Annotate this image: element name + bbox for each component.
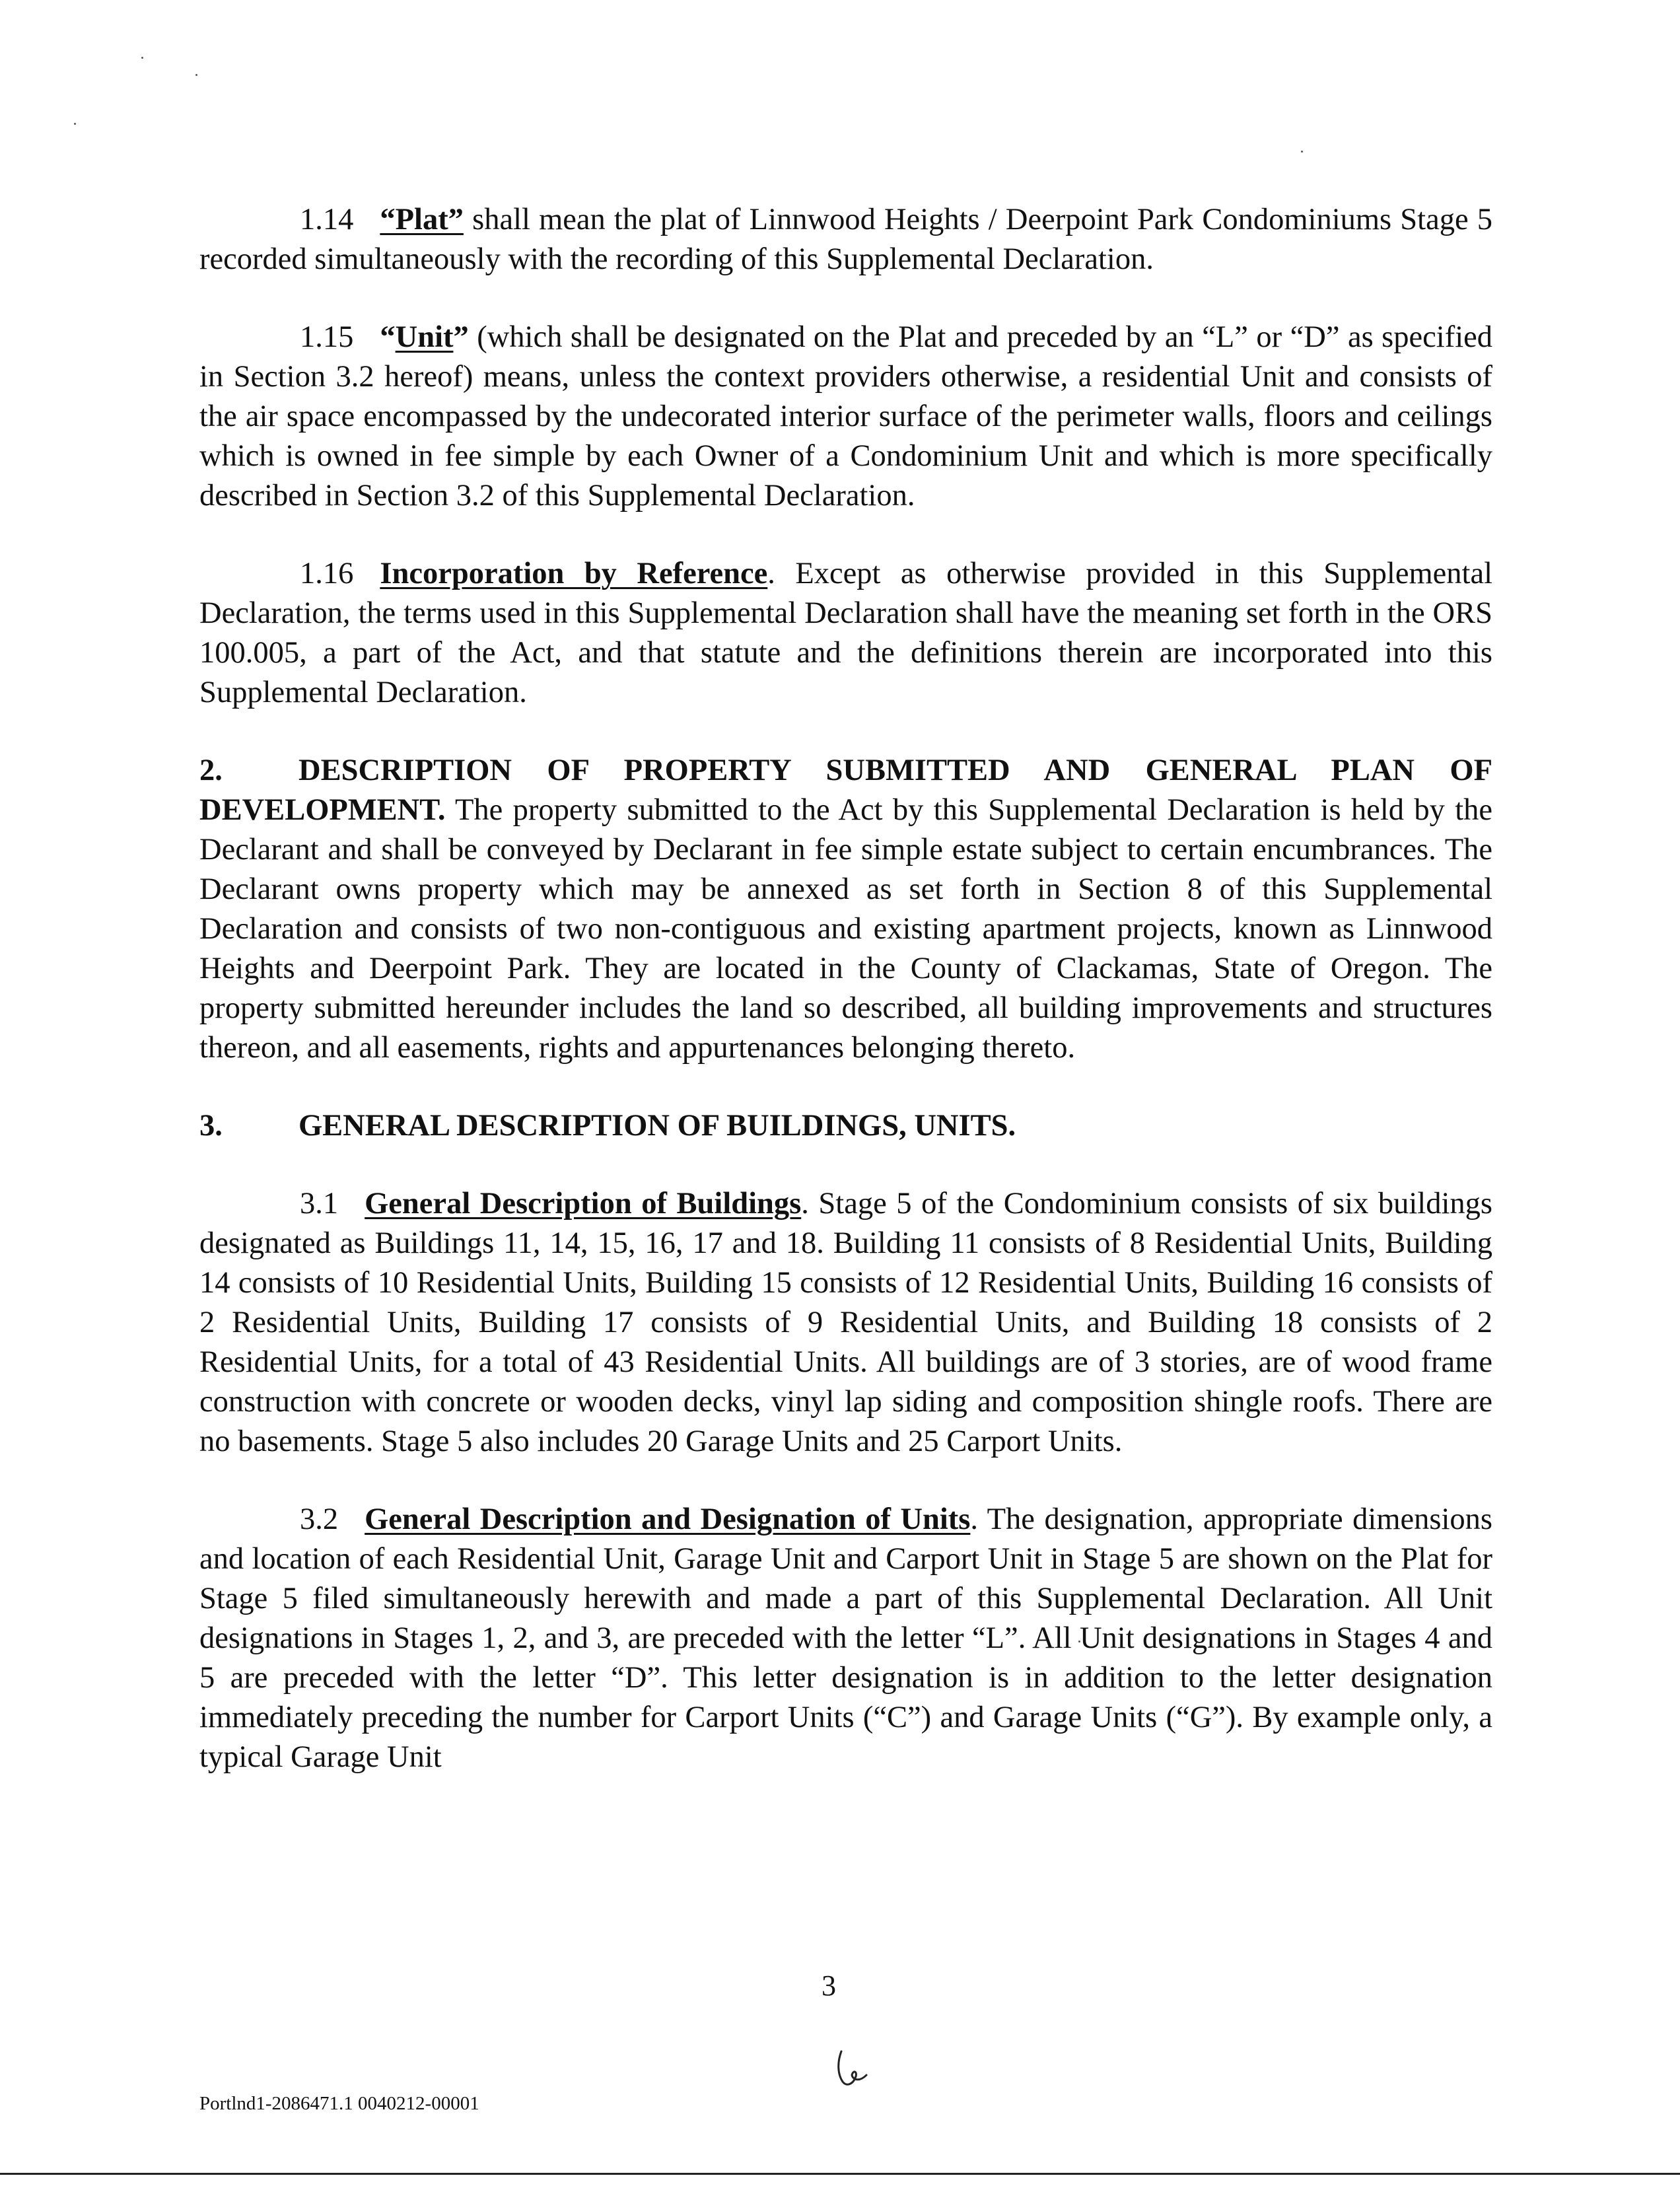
section-heading: GENERAL DESCRIPTION OF BUILDINGS, UNITS. [298, 1109, 1016, 1143]
section-1-16 [199, 554, 1492, 713]
section-number: 1.14 [300, 203, 354, 236]
section-title: General Description and Designation of Units [365, 1502, 971, 1536]
section-number: 3.2 [300, 1502, 339, 1536]
section-3-1 [199, 1184, 1492, 1462]
section-3 [199, 1106, 1492, 1146]
page-number: 3 [822, 1969, 836, 2002]
defined-term: “Plat” [380, 203, 464, 236]
section-number: 3.1 [300, 1187, 339, 1220]
document-id: Portlnd1-2086471.1 0040212-00001 [199, 2093, 479, 2114]
section-number: 3. [199, 1109, 223, 1143]
section-number: 2. [199, 754, 223, 787]
section-title: General Description of Buildings [365, 1187, 802, 1220]
section-title: Incorporation by Reference [380, 557, 768, 590]
document-body [199, 200, 1492, 1777]
section-1-14 [199, 200, 1492, 279]
quote-close: ” [453, 320, 469, 354]
section-1-15 [199, 318, 1492, 516]
section-text: . Except as otherwise provided in this Supplemental Declaration, the terms used in this Supplemental Declaration shall have the meaning set forth in the ORS 100.005, a part of the Act, and that statute and the definitions therein are incorporated into this Supplemental Declaration. [199, 557, 1492, 709]
section-text: The property submitted to the Act by this Supplemental Declaration is held by the Declarant and shall be conveyed by Declarant in fee simple estate subject to certain encumbrances. The Declarant owns property which may be annexed as set forth in Section 8 of this Supplemental Declaration and consists of two non-contiguous and existing apartment projects, known as Linnwood Heights and Deerpoint Park. They are located in the County of Clackamas, State of Oregon. The property submitted hereunder includes the land so described, all building improvements and structures thereon, and all easements, rights and appurtenances belonging thereto. [199, 793, 1492, 1065]
section-2 [199, 751, 1492, 1068]
handwritten-page-mark [833, 2047, 873, 2094]
section-text: (which shall be designated on the Plat and preceded by an “L” or “D” as specified in Section 3.2 hereof) means, unless the context providers otherwise, a residential Unit and consists of the air space encompassed by the undecorated interior surface of the perimeter walls, floors and ceilings which is owned in fee simple by each Owner of a Condominium Unit and which is more specifically described in Section 3.2 of this Supplemental Declaration. [199, 320, 1492, 512]
section-text: . The designation, appropriate dimensions and location of each Residential Unit, Garage Unit and Carport Unit in Stage 5 are shown on the Plat for Stage 5 filed simultaneously herewith and made a part of this Supplemental Declaration. All Unit designations in Stages 1, 2, and 3, are preceded with the letter “L”. All Unit designations in Stages 4 and 5 are preceded with the letter “D”. This letter designation is in addition to the letter designation immediately preceding the number for Carport Units (“C”) and Garage Units (“G”). By example only, a typical Garage Unit [199, 1502, 1493, 1774]
quote-open: “ [380, 320, 396, 354]
section-number: 1.16 [300, 557, 354, 590]
section-heading: DESCRIPTION OF PROPERTY SUBMITTED AND GENERAL PLAN OF DEVELOPMENT. [199, 754, 1492, 827]
footer-divider [0, 2173, 1680, 2175]
scan-speck [141, 57, 143, 59]
scan-speck [1301, 151, 1303, 153]
defined-term: Unit [395, 320, 454, 354]
scan-speck [74, 123, 76, 125]
section-text: . Stage 5 of the Condominium consists of six buildings designated as Buildings 11, 14, 15, 16, 17 and 18. Building 11 consists of 8 Residential Units, Building 14 consists of 10 Residential Units, Building 15 consists of 12 Residential Units, Building 16 consists of 2 Residential Units, Building 17 consists of 9 Residential Units, and Building 18 consists of 2 Residential Units, for a total of 43 Residential Units. All buildings are of 3 stories, are of wood frame construction with concrete or wooden decks, vinyl lap siding and composition shingle roofs. There are no basements. Stage 5 also includes 20 Garage Units and 25 Carport Units. [199, 1187, 1492, 1458]
scan-speck [195, 74, 197, 76]
section-3-2 [199, 1500, 1492, 1777]
section-number: 1.15 [300, 320, 354, 354]
section-text: shall mean the plat of Linnwood Heights / Deerpoint Park Condominiums Stage 5 recorded simultaneously with the recording of this Supplemental Declaration. [199, 203, 1492, 276]
